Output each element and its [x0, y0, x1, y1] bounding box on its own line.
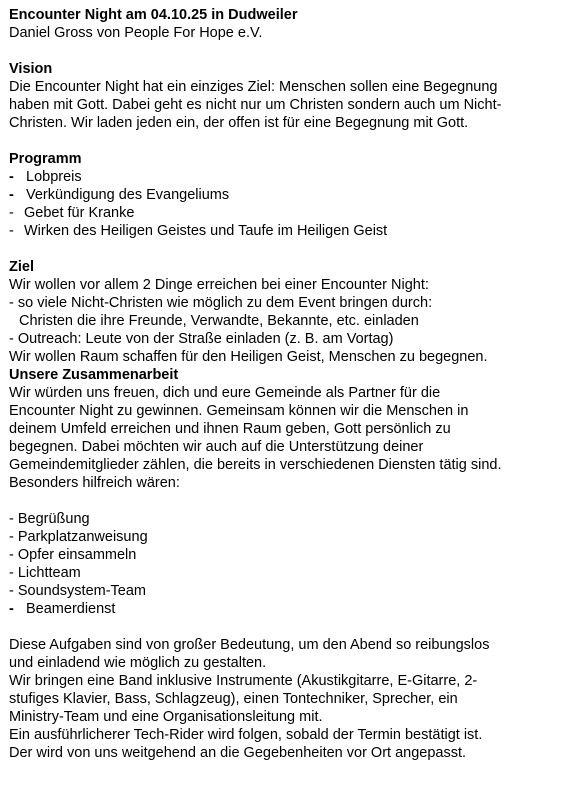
ziel-heading: Ziel — [9, 259, 34, 275]
vision-heading: Vision — [9, 61, 53, 77]
closing-line: Ministry-Team und eine Organisationsleitung mit. — [9, 709, 323, 725]
document-title: Encounter Night am 04.10.25 in Dudweiler — [9, 7, 298, 23]
closing-line: Der wird von uns weitgehend an die Gegebenheiten vor Ort angepasst. — [9, 745, 467, 761]
service-item: - Soundsystem-Team — [9, 583, 146, 599]
dash-bullet-icon: - — [9, 223, 14, 239]
programm-item — [9, 186, 565, 204]
closing-line: Diese Aufgaben sind von großer Bedeutung, um den Abend so reibungslos — [9, 637, 490, 653]
zusammenarbeit-line: deinem Umfeld erreichen und ihnen Raum geben, Gott persönlich zu — [9, 421, 451, 437]
ziel-point: - so viele Nicht-Christen wie möglich zu dem Event bringen durch: — [9, 295, 433, 311]
programm-item-label: Wirken des Heiligen Geistes und Taufe im Heiligen Geist — [24, 223, 388, 239]
service-item: - Opfer einsammeln — [9, 547, 137, 563]
dash-bullet-icon: - — [9, 205, 14, 221]
closing-line: stufiges Klavier, Bass, Schlagzeug), einen Tontechniker, Sprecher, ein — [9, 691, 458, 707]
zusammenarbeit-heading: Unsere Zusammenarbeit — [9, 367, 179, 383]
spacer — [9, 132, 565, 150]
document-page — [9, 6, 565, 762]
programm-item-label: Verkündigung des Evangeliums — [26, 187, 230, 203]
zusammenarbeit-line: Gemeindemitglieder zählen, die bereits in verschiedenen Diensten tätig sind. — [9, 457, 502, 473]
vision-line: Die Encounter Night hat ein einziges Ziel: Menschen sollen eine Begegnung — [9, 79, 498, 95]
ziel-intro: Wir wollen vor allem 2 Dinge erreichen bei einer Encounter Night: — [9, 277, 429, 293]
programm-item-label: Gebet für Kranke — [24, 205, 135, 221]
service-item: - Parkplatzanweisung — [9, 529, 148, 545]
service-item — [9, 600, 565, 618]
dash-bullet-icon: - — [9, 601, 14, 617]
zusammenarbeit-line: Encounter Night zu gewinnen. Gemeinsam können wir die Menschen in — [9, 403, 469, 419]
programm-item-label: Lobpreis — [26, 169, 82, 185]
spacer — [9, 492, 565, 510]
spacer — [9, 618, 565, 636]
closing-line: Ein ausführlicherer Tech-Rider wird folgen, sobald der Termin bestätigt ist. — [9, 727, 483, 743]
vision-line: Christen. Wir laden jeden ein, der offen ist für eine Begegnung mit Gott. — [9, 115, 469, 131]
ziel-closing: Wir wollen Raum schaffen für den Heiligen Geist, Menschen zu begegnen. — [9, 349, 488, 365]
vision-line: haben mit Gott. Dabei geht es nicht nur um Christen sondern auch um Nicht- — [9, 97, 502, 113]
dash-bullet-icon: - — [9, 169, 14, 185]
ziel-point: - Outreach: Leute von der Straße einladen (z. B. am Vortag) — [9, 331, 394, 347]
service-item: - Begrüßung — [9, 511, 90, 527]
service-item: - Lichtteam — [9, 565, 81, 581]
service-item-label: Beamerdienst — [26, 601, 116, 617]
dash-bullet-icon: - — [9, 187, 14, 203]
document-subtitle: Daniel Gross von People For Hope e.V. — [9, 25, 263, 41]
programm-item — [9, 168, 565, 186]
zusammenarbeit-line: Wir würden uns freuen, dich und eure Gemeinde als Partner für die — [9, 385, 441, 401]
programm-item — [9, 222, 565, 240]
programm-item — [9, 204, 565, 222]
spacer — [9, 42, 565, 60]
zusammenarbeit-line: begegnen. Dabei möchten wir auch auf die Unterstützung deiner — [9, 439, 424, 455]
ziel-subpoint: Christen die ihre Freunde, Verwandte, Bekannte, etc. einladen — [19, 313, 419, 329]
zusammenarbeit-line: Besonders hilfreich wären: — [9, 475, 180, 491]
spacer — [9, 240, 565, 258]
programm-heading: Programm — [9, 151, 82, 167]
closing-line: und einladend wie möglich zu gestalten. — [9, 655, 267, 671]
closing-line: Wir bringen eine Band inklusive Instrumente (Akustikgitarre, E-Gitarre, 2- — [9, 673, 478, 689]
